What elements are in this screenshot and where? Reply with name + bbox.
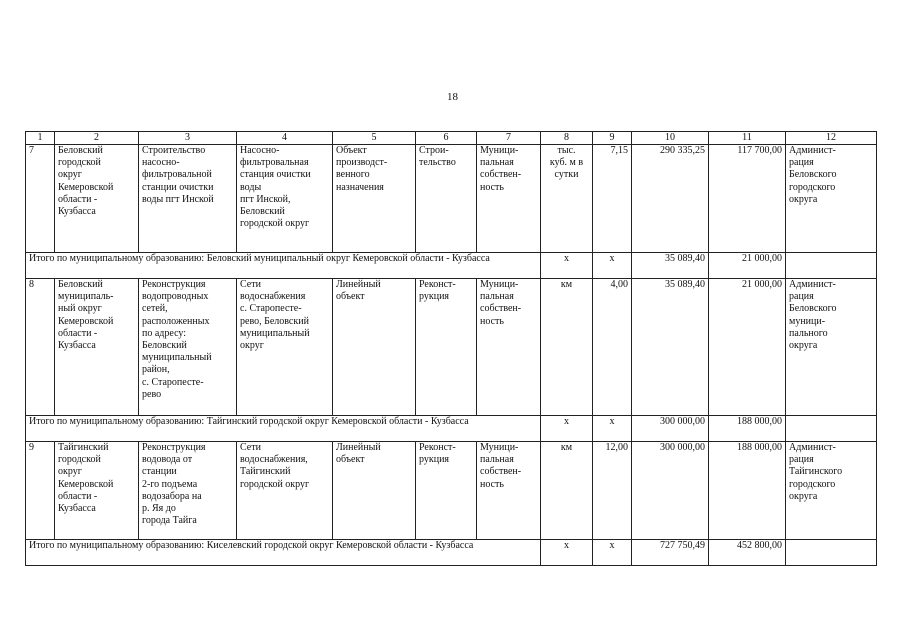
object-type-cell: Линейный объект [333, 279, 416, 416]
executor-cell: Админист- рация Беловского городского округа [786, 145, 877, 253]
row-number: 7 [26, 145, 55, 253]
summary-unit: x [541, 540, 593, 566]
table-row [26, 279, 877, 416]
column-header: 1 [26, 132, 55, 145]
ownership-cell: Муници- пальная собствен- ность [477, 442, 541, 540]
event-cell: Реконструкция водопроводных сетей, расположенных по адресу: Беловский муниципальный район, с. Старопесте- рево [139, 279, 237, 416]
total-cost-cell: 300 000,00 [632, 442, 709, 540]
summary-label: Итого по муниципальному образованию: Беловский муниципальный округ Кемеровской области - Кузбасса [26, 253, 541, 279]
object-cell: Насосно- фильтровальная станция очистки воды пгт Инской, Беловский городской округ [237, 145, 333, 253]
funding-cell: 188 000,00 [709, 442, 786, 540]
object-cell: Сети водоснабжения, Тайгинский городской округ [237, 442, 333, 540]
summary-qty: x [593, 253, 632, 279]
summary-empty [786, 416, 877, 442]
total-cost-cell: 290 335,25 [632, 145, 709, 253]
column-header: 11 [709, 132, 786, 145]
event-cell: Реконструкция водовода от станции 2-го подъема водозабора на р. Яя до города Тайга [139, 442, 237, 540]
summary-row [26, 253, 877, 279]
object-type-cell: Объект производст- венного назначения [333, 145, 416, 253]
unit-cell: км [541, 279, 593, 416]
column-header: 8 [541, 132, 593, 145]
summary-total-cost: 727 750,49 [632, 540, 709, 566]
total-cost-cell: 35 089,40 [632, 279, 709, 416]
column-header-row [26, 132, 877, 145]
municipality-cell: Беловский муниципаль- ный округ Кемеровской области - Кузбасса [55, 279, 139, 416]
column-header: 6 [416, 132, 477, 145]
funding-cell: 117 700,00 [709, 145, 786, 253]
summary-funding: 452 800,00 [709, 540, 786, 566]
object-cell: Сети водоснабжения с. Старопесте- рево, Беловский муниципальный округ [237, 279, 333, 416]
municipality-cell: Беловский городской округ Кемеровской области - Кузбасса [55, 145, 139, 253]
row-number: 9 [26, 442, 55, 540]
column-header: 5 [333, 132, 416, 145]
row-number: 8 [26, 279, 55, 416]
summary-funding: 188 000,00 [709, 416, 786, 442]
column-header: 7 [477, 132, 541, 145]
summary-unit: x [541, 416, 593, 442]
column-header: 10 [632, 132, 709, 145]
column-header: 2 [55, 132, 139, 145]
unit-cell: тыс. куб. м в сутки [541, 145, 593, 253]
summary-empty [786, 253, 877, 279]
summary-row [26, 416, 877, 442]
capacity-cell: 4,00 [593, 279, 632, 416]
table-row [26, 442, 877, 540]
ownership-cell: Муници- пальная собствен- ность [477, 145, 541, 253]
column-header: 9 [593, 132, 632, 145]
capacity-cell: 12,00 [593, 442, 632, 540]
executor-cell: Админист- рация Беловского муници- пального округа [786, 279, 877, 416]
column-header: 4 [237, 132, 333, 145]
unit-cell: км [541, 442, 593, 540]
column-header: 12 [786, 132, 877, 145]
funding-cell: 21 000,00 [709, 279, 786, 416]
summary-total-cost: 35 089,40 [632, 253, 709, 279]
summary-unit: x [541, 253, 593, 279]
work-type-cell: Реконст- рукция [416, 442, 477, 540]
summary-empty [786, 540, 877, 566]
summary-funding: 21 000,00 [709, 253, 786, 279]
event-cell: Строительство насосно- фильтровальной станции очистки воды пгт Инской [139, 145, 237, 253]
work-type-cell: Реконст- рукция [416, 279, 477, 416]
summary-qty: x [593, 540, 632, 566]
summary-label: Итого по муниципальному образованию: Киселевский городской округ Кемеровской области - Кузбасса [26, 540, 541, 566]
capacity-cell: 7,15 [593, 145, 632, 253]
summary-label: Итого по муниципальному образованию: Тайгинский городской округ Кемеровской области - Кузбасса [26, 416, 541, 442]
summary-row [26, 540, 877, 566]
summary-total-cost: 300 000,00 [632, 416, 709, 442]
column-header: 3 [139, 132, 237, 145]
table-row [26, 145, 877, 253]
ownership-cell: Муници- пальная собствен- ность [477, 279, 541, 416]
municipality-cell: Тайгинский городской округ Кемеровской области - Кузбасса [55, 442, 139, 540]
object-type-cell: Линейный объект [333, 442, 416, 540]
executor-cell: Админист- рация Тайгинского городского округа [786, 442, 877, 540]
page-number: 18 [447, 91, 458, 103]
work-type-cell: Строи- тельство [416, 145, 477, 253]
objects-table [25, 131, 877, 566]
summary-qty: x [593, 416, 632, 442]
